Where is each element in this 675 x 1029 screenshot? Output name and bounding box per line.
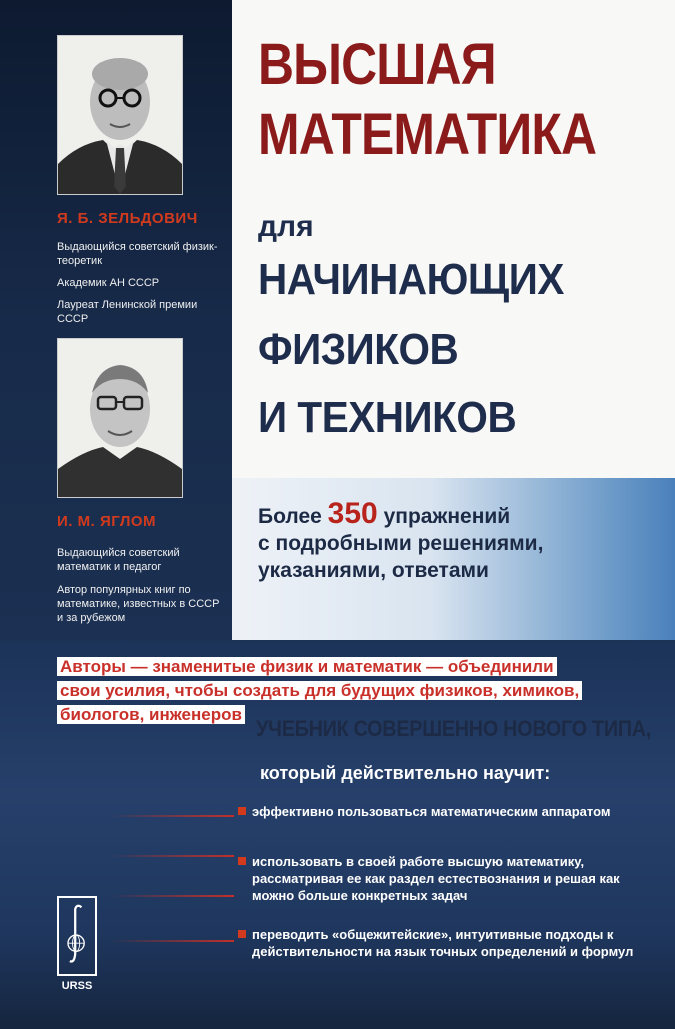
exercises-text <box>258 497 668 584</box>
intro-line-3: биологов, инженеров <box>57 705 245 724</box>
decor-rule-3 <box>110 895 234 897</box>
author-name-2: И. М. ЯГЛОМ <box>57 513 157 530</box>
bullet-1: эффективно пользоваться математическим аппаратом <box>252 803 662 820</box>
title-line-1: ВЫСШАЯ <box>258 32 496 97</box>
bullet-3: переводить «общежитейские», интуитивные подходы к действительности на язык точных определений и формул <box>252 926 662 960</box>
decor-rule-1 <box>110 815 234 817</box>
exercises-line-3: указаниями, ответами <box>258 559 489 582</box>
title-line-3: для <box>258 210 314 243</box>
publisher-logo-icon <box>57 896 97 976</box>
intro-line-2: свои усилия, чтобы создать для будущих физиков, химиков, <box>57 681 582 700</box>
author-2-line-1: Выдающийся советский математик и педагог <box>57 547 180 573</box>
bullet-2: использовать в своей работе высшую математику, рассматривая ее как раздел естествознания и решая как можно больше конкретных задач <box>252 853 662 904</box>
title-line-4: НАЧИНАЮЩИХ <box>258 255 564 304</box>
author-1-line-1: Выдающийся советский физик-теоретик <box>57 241 218 267</box>
headline: УЧЕБНИК СОВЕРШЕННО НОВОГО ТИПА, <box>256 716 652 741</box>
author-name-1: Я. Б. ЗЕЛЬДОВИЧ <box>57 210 198 227</box>
author-photo-yaglom <box>57 338 183 498</box>
title-line-5: ФИЗИКОВ <box>258 325 459 374</box>
intro-line-1: Авторы — знаменитые физик и математик — объединили <box>57 657 557 676</box>
author-2-line-2: Автор популярных книг по математике, известных в СССР и за рубежом <box>57 584 220 624</box>
publisher-name: URSS <box>61 980 93 992</box>
title-line-2: МАТЕМАТИКА <box>258 102 597 167</box>
decor-rule-2 <box>110 855 234 857</box>
headline-sub: который действительно научит: <box>260 763 551 783</box>
author-photo-zeldovich <box>57 35 183 195</box>
exercises-line-2: с подробными решениями, <box>258 532 544 555</box>
decor-rule-4 <box>110 940 234 942</box>
author-1-line-2: Академик АН СССР <box>57 277 160 289</box>
exercises-pre: Более <box>258 505 322 528</box>
author-1-line-3: Лауреат Ленинской премии СССР <box>57 299 198 325</box>
exercises-post: упражнений <box>383 505 511 528</box>
title-line-6: И ТЕХНИКОВ <box>258 393 517 442</box>
exercises-number: 350 <box>327 497 378 530</box>
